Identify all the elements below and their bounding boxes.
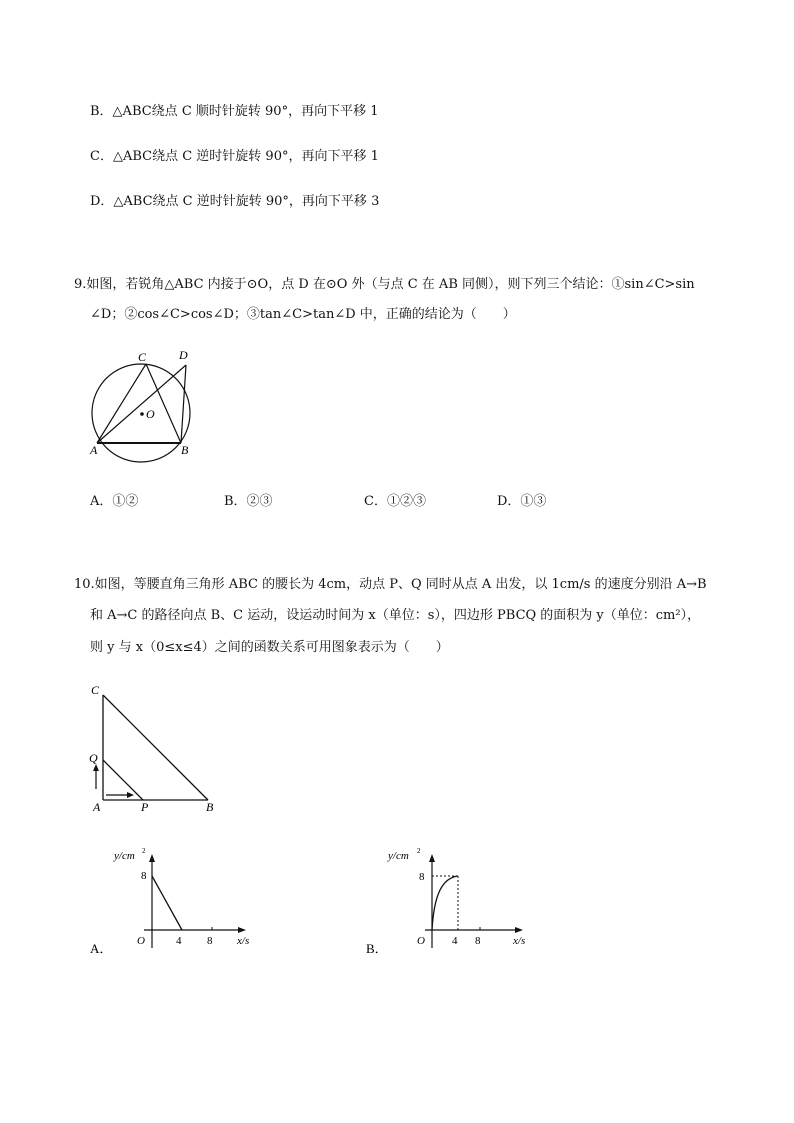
q9-stem-line2: ∠D；②cos∠C>cos∠D；③tan∠C>tan∠D 中，正确的结论为（ ） bbox=[90, 307, 516, 322]
segment-cb bbox=[146, 364, 181, 443]
x-tick-4: 4 bbox=[452, 935, 458, 947]
x-tick-8: 8 bbox=[475, 935, 481, 947]
graph-curve bbox=[432, 876, 458, 930]
x-axis-label: x/s bbox=[513, 935, 526, 947]
label-a: A bbox=[93, 800, 101, 814]
y-axis-label: y/cm bbox=[114, 850, 135, 862]
q8-option-b: B．△ABC绕点 C 顺时针旋转 90°，再向下平移 1 bbox=[90, 104, 379, 119]
center-dot bbox=[140, 412, 144, 416]
x-axis-arrow-icon bbox=[515, 927, 523, 933]
y-axis-label-sup: 2 bbox=[417, 847, 421, 855]
x-tick-4: 4 bbox=[176, 935, 182, 947]
label-o: O bbox=[146, 407, 155, 421]
y-axis-arrow-icon bbox=[149, 854, 155, 862]
label-b: B bbox=[206, 800, 214, 814]
q9-option-c: C．①②③ bbox=[364, 494, 426, 509]
y-tick-8: 8 bbox=[141, 870, 147, 882]
segment-ac bbox=[97, 364, 146, 443]
q10-stem-line2: 和 A→C 的路径向点 B、C 运动，设运动时间为 x（单位：s），四边形 PBCQ 的面积为 y（单位：cm²）， bbox=[90, 608, 701, 623]
segment-cb bbox=[103, 695, 208, 800]
q10-graph-a bbox=[86, 840, 266, 960]
x-tick-8: 8 bbox=[207, 935, 213, 947]
x-axis-arrow-icon bbox=[238, 927, 246, 933]
q9-option-d: D．①③ bbox=[497, 494, 547, 509]
label-c: C bbox=[91, 683, 100, 697]
q9-option-a: A．①② bbox=[90, 494, 139, 509]
label-d: D bbox=[179, 348, 188, 362]
label-c: C bbox=[138, 350, 147, 364]
q10-graph-b bbox=[362, 840, 552, 960]
label-b: B bbox=[181, 443, 189, 457]
y-tick-8: 8 bbox=[419, 871, 425, 883]
q9-stem-line1: 9.如图，若锐角△ABC 内接于⊙O，点 D 在⊙O 外（与点 C 在 AB 同侧），则下列三个结论：①sin∠C>sin bbox=[74, 277, 695, 292]
q9-circle-figure bbox=[80, 342, 210, 467]
arrow-up-icon bbox=[93, 764, 99, 771]
label-p: P bbox=[141, 800, 149, 814]
arrow-right-icon bbox=[127, 792, 134, 798]
y-axis-label-sup: 2 bbox=[142, 847, 146, 855]
segment-qp bbox=[103, 760, 143, 800]
graph-a-option-label: A． bbox=[90, 941, 113, 956]
segment-ad bbox=[97, 365, 186, 443]
label-a: A bbox=[90, 443, 98, 457]
q9-option-b: B．②③ bbox=[224, 494, 273, 509]
graph-b-option-label: B． bbox=[366, 941, 388, 956]
origin-label: O bbox=[137, 935, 145, 947]
y-axis-arrow-icon bbox=[429, 854, 435, 862]
x-axis-label: x/s bbox=[237, 935, 250, 947]
q10-stem-line3: 则 y 与 x（0≤x≤4）之间的函数关系可用图象表示为（ ） bbox=[90, 640, 449, 655]
q10-stem-line1: 10.如图，等腰直角三角形 ABC 的腰长为 4cm，动点 P、Q 同时从点 A 出发，以 1cm/s 的速度分别沿 A→B bbox=[74, 577, 707, 592]
q8-option-c: C．△ABC绕点 C 逆时针旋转 90°，再向下平移 1 bbox=[90, 149, 379, 164]
segment-db bbox=[181, 365, 186, 443]
origin-label: O bbox=[417, 935, 425, 947]
graph-line bbox=[152, 876, 182, 930]
label-q: Q bbox=[89, 751, 98, 765]
q8-option-d: D．△ABC绕点 C 逆时针旋转 90°，再向下平移 3 bbox=[90, 194, 380, 209]
q10-triangle-figure bbox=[86, 678, 226, 818]
y-axis-label: y/cm bbox=[388, 850, 409, 862]
